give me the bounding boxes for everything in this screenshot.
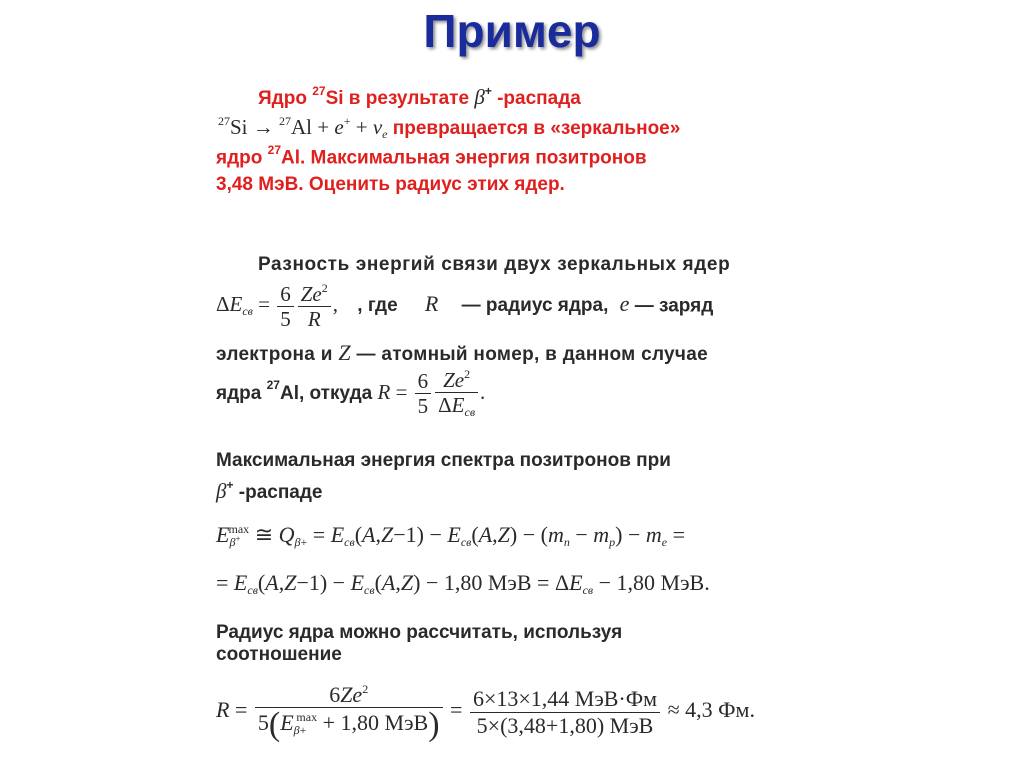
solution-p1-line-3: электрона и Z — атомный номер, в данном случае	[216, 340, 708, 365]
solution-p3-line-1: Радиус ядра можно рассчитать, используя	[216, 622, 623, 643]
solution-p2-line-2: β+ -распаде	[216, 478, 323, 503]
radius-formula: R = $\frac{6}{5}$ $\frac{Ze^2}{\Delta E_{св}}$ .	[377, 367, 486, 420]
problem-line-1: Ядро $^{27}$Si в результате β+ -распада	[258, 83, 581, 109]
solution-p1-line-4: ядра $^{27}$Al, откуда R = $\frac{6}{5}$ $\frac{Ze^2}{\Delta E_{св}}$ .	[216, 367, 486, 420]
solution-p2-line-1: Максимальная энергия спектра позитронов при	[216, 450, 671, 471]
problem-line-2: $^{27}Si \to ^{27}Al + e^+ + \nu_e$ превращается в «зеркальное»	[218, 114, 681, 141]
problem-line-3: ядро $^{27}$Al. Максимальная энергия позитронов	[216, 143, 647, 169]
max-energy-equation-line-1: $E_{\beta^+}^{max}$ ≅ $Q_{\beta+} = E_{св}(A,Z-1) - E_{св}(A,Z) - (m_n - m_p) - m_e$ =	[216, 522, 686, 549]
binding-energy-formula: $\Delta E_{св}$ = $\frac{6}{5}$ $\frac{Ze^2}{R}$ ,	[216, 281, 338, 332]
problem-line-4: 3,48 МэВ. Оценить радиус этих ядер.	[216, 174, 565, 195]
solution-p1-line-2: $\Delta E_{св}$ = $\frac{6}{5}$ $\frac{Ze^2}{R}$ , , где R — радиус ядра, e — заряд	[216, 281, 714, 332]
decay-equation: $^{27}Si \to ^{27}Al + e^+ + \nu_e$	[218, 114, 388, 141]
max-energy-equation-line-2: = $E_{св}(A,Z-1) - E_{св}(A,Z) - 1,80$ МэВ = $\Delta E_{св} - 1,80$ МэВ.	[216, 570, 710, 597]
solution-p3-line-2: соотношение	[216, 644, 342, 665]
radius-calculation: R = $\frac{6Ze^2}{5(E_{\beta+}^{max} + 1,80 МэВ)}$ = $\frac{\text{6×13×1,44 МэВ·Фм}}{\text{5×(3,48+1,80) МэВ}}$ ≈ 4,3 Фм.	[216, 682, 755, 744]
solution-p1-line-1: Разность энергий связи двух зеркальных ядер	[258, 254, 731, 275]
page-title: Пример	[423, 5, 601, 57]
